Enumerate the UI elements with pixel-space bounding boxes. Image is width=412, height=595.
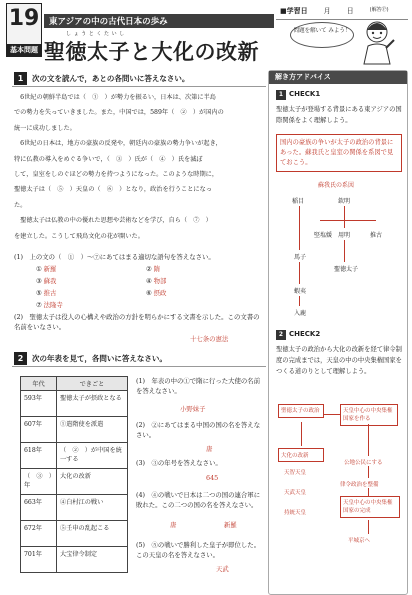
year-cell: 672年 xyxy=(21,521,57,547)
flow-left-step: 持統天皇 xyxy=(284,510,307,516)
check2-heading xyxy=(276,330,320,340)
q1-instruction: 次の文を読んで，あとの各問いに答えなさい。 xyxy=(32,74,190,83)
flow-left-step: 天智天皇 xyxy=(284,470,307,476)
q2-sub2: (2) ②にあてはまる中国の国の名を答えなさい。 xyxy=(136,421,261,439)
family-tree-title: 蘇我氏の系図 xyxy=(318,182,355,189)
flow-right-step: 律令政治を整備 xyxy=(340,482,379,488)
tree-line xyxy=(344,206,345,228)
flow-right-step: 平城京へ xyxy=(348,538,371,544)
year-cell: （ ③ ）年 xyxy=(21,469,57,495)
passage-line: 聖徳太子は（ ⑤ ）天皇の（ ⑥ ）となり，政治を行うことになっ xyxy=(14,186,212,194)
event-cell: 大宝律令制定 xyxy=(57,547,128,573)
study-day: 日 xyxy=(346,7,354,15)
unit-badge xyxy=(6,3,42,57)
col-event-header: できごと xyxy=(57,377,128,391)
q2-sub4: (4) ④の戦いで日本は二つの国の連合軍に敗れた。この二つの国の名を答えなさい。 xyxy=(136,491,261,509)
table-row xyxy=(21,547,128,573)
flow-arrow xyxy=(368,488,369,496)
tree-line xyxy=(299,206,300,250)
q2-sub5: (5) ⑤の戦いで勝利した皇子が即位した。この天皇の名を答えなさい。 xyxy=(136,541,261,559)
passage-line: た。 xyxy=(14,201,27,209)
q2-sub3: (3) ③の年号を答えなさい。 xyxy=(136,459,222,467)
study-label: ■学習日 xyxy=(280,7,308,15)
answer-value: 物部 xyxy=(153,277,167,285)
answer-item: ⑤ 推古 xyxy=(36,289,57,297)
q1-passage xyxy=(14,90,264,244)
flow-left-box: 大化の改新 xyxy=(278,448,324,462)
table-row xyxy=(21,443,128,469)
table-row xyxy=(21,417,128,443)
flow-arrow xyxy=(368,466,369,478)
unit-subtitle: 東アジアの中の古代日本の歩み xyxy=(44,14,274,28)
hint-title: 解き方アドバイス xyxy=(269,71,407,84)
answer-value: 法隆寺 xyxy=(43,301,63,309)
check2-label: CHECK2 xyxy=(289,330,321,338)
name-umako: 馬子 xyxy=(294,254,307,261)
flow-arrow xyxy=(301,422,302,446)
check-icon: 2 xyxy=(276,330,286,340)
table-header-row xyxy=(21,377,128,391)
study-month: 月 xyxy=(323,7,331,15)
tree-line xyxy=(299,296,300,306)
name-iruka: 入鹿 xyxy=(294,310,307,317)
passage-line: 特に仏教の導入をめぐる争いで，（ ③ ）氏が（ ④ ）氏を滅ぼ xyxy=(14,155,203,163)
event-cell: ④白村江の戦い xyxy=(57,495,128,521)
passage-line: 6世紀の日本は，地方の豪族の反発や，朝廷内の豪族の勢力争いが起き， xyxy=(14,140,222,148)
flow-arrow xyxy=(324,414,340,415)
family-tree xyxy=(274,190,404,324)
table-row xyxy=(21,391,128,417)
event-cell: 聖徳太子が摂政となる xyxy=(57,391,128,417)
tree-line xyxy=(320,220,376,221)
year-cell: 607年 xyxy=(21,417,57,443)
passage-line: して，皇室をしのぐほどの勢力を持つようになった。このような時期に， xyxy=(14,171,219,179)
col-year-header: 年代 xyxy=(21,377,57,391)
event-cell: 大化の改新 xyxy=(57,469,128,495)
name-yomei: 用明 xyxy=(338,232,351,239)
table-row xyxy=(21,521,128,547)
tree-line xyxy=(344,240,345,262)
name-shotoku: 聖徳太子 xyxy=(334,266,359,273)
name-kinmei: 欽明 xyxy=(338,198,351,205)
answer-value: 隋 xyxy=(153,265,161,273)
table-row xyxy=(21,469,128,495)
answer-item: ⑦ 法隆寺 xyxy=(36,301,63,309)
q2-sub4-answer-1: 唐 xyxy=(170,521,177,529)
check1-heading xyxy=(276,90,320,100)
q2-sub2-answer: 唐 xyxy=(206,445,213,453)
speech-bubble: 問題を解いて みよう！ xyxy=(290,22,354,48)
name-suiko: 推古 xyxy=(370,232,383,239)
passage-line: 聖徳太子は仏教の中の優れた思想や芸術などを学び，自ら（ ⑦ ） xyxy=(14,217,212,225)
event-cell: ①遣隋使を派遣 xyxy=(57,417,128,443)
title-ruby: しょうとくたいし xyxy=(66,31,127,37)
divider xyxy=(12,86,266,87)
flow-right-box: 天皇中心の中央集権国家を作る xyxy=(340,404,398,426)
answer-value: 推古 xyxy=(43,289,57,297)
q2-number: 2 xyxy=(14,352,27,365)
passage-line: 統一に成功しました。 xyxy=(14,124,76,132)
teacher-illustration xyxy=(356,18,398,66)
flow-right-step: 公地公民にする xyxy=(344,460,383,466)
flow-right-box: 天皇中心の中央集権国家の完成 xyxy=(340,496,400,518)
study-note: (解答Ⓟ) xyxy=(369,7,389,13)
name-inamie: 稲目 xyxy=(292,198,305,205)
tree-line xyxy=(299,262,300,284)
table-row xyxy=(21,495,128,521)
q1-number: 1 xyxy=(14,72,27,85)
year-cell: 593年 xyxy=(21,391,57,417)
check1-note-box: 国内の豪族の争いが太子の政治の背景にあった。蘇我氏と皇室の関係を系図で見ておこう。 xyxy=(276,134,402,172)
check2-text: 聖徳太子の政治から大化の改新を経て律令制度の完成までは，天皇の中の中央集権国家をつくる道のりとして理解しよう。 xyxy=(276,346,402,375)
answer-value: 蘇我 xyxy=(43,277,57,285)
q2-sub5-answer: 天武 xyxy=(216,565,229,573)
year-cell: 618年 xyxy=(21,443,57,469)
answer-value: 摂政 xyxy=(153,289,167,297)
answer-item: ⑥ 摂政 xyxy=(146,289,167,297)
answer-item: ④ 物部 xyxy=(146,277,167,285)
passage-line: を建立した。こうして飛鳥文化の花が開いた。 xyxy=(14,232,144,240)
passage-line: 6世紀の朝鮮半島では（ ① ）が勢力を振るい，日本は、次第に半島 xyxy=(14,94,216,101)
flow-arrow xyxy=(368,424,369,456)
event-cell: （ ② ）が中国を統一する xyxy=(57,443,128,469)
q1-sub1: (1) 上の文の（ ① ）～⑦にあてはまる適切な語句を答えなさい。 xyxy=(14,253,215,261)
q2-instruction: 次の年表を見て，各問いに答えなさい。 xyxy=(32,354,167,363)
answer-value: 新羅 xyxy=(43,265,57,273)
check-icon: 1 xyxy=(276,90,286,100)
year-cell: 701年 xyxy=(21,547,57,573)
flow-arrow xyxy=(368,520,369,534)
divider xyxy=(12,366,266,367)
q2-sub3-answer: 645 xyxy=(206,474,219,482)
name-kitashihime: 堅塩媛 xyxy=(314,232,333,239)
answer-item: ② 隋 xyxy=(146,265,161,273)
q2-sub1-answer: 小野妹子 xyxy=(180,405,206,413)
flow-diagram xyxy=(274,400,406,590)
check1-label: CHECK1 xyxy=(289,90,321,98)
page-title: 聖徳太子と大化の改新 xyxy=(44,40,259,64)
flow-left-box: 聖徳太子の政治 xyxy=(278,404,324,418)
q2-sub4-answer-2: 新羅 xyxy=(224,521,237,529)
passage-line: での勢力を失っていきました。また，中国では，589年（ ② ）が国内の xyxy=(14,109,224,117)
flow-left-step: 天武天皇 xyxy=(284,490,307,496)
event-cell: ⑤壬申の乱起こる xyxy=(57,521,128,547)
timeline-table xyxy=(20,376,128,573)
q2-sub1: (1) 年表の中の①で隋に行った大使の名前を答えなさい。 xyxy=(136,377,261,395)
unit-number: 19 xyxy=(8,6,40,31)
name-emishi: 蝦夷 xyxy=(294,288,307,295)
answer-item: ① 新羅 xyxy=(36,265,57,273)
q1-sub2: (2) 聖徳太子は役人の心構えや政治の方針を明らかにする文書を示した。この文書の名前をいなさい。 xyxy=(14,313,260,331)
q1-sub2-answer: 十七条の憲法 xyxy=(190,335,229,343)
answer-item: ③ 蘇我 xyxy=(36,277,57,285)
unit-level: 基本問題 xyxy=(7,44,41,56)
year-cell: 663年 xyxy=(21,495,57,521)
check1-text: 聖徳太子が登場する背景にある東アジアの国際関係をよく理解しよう。 xyxy=(276,106,402,124)
